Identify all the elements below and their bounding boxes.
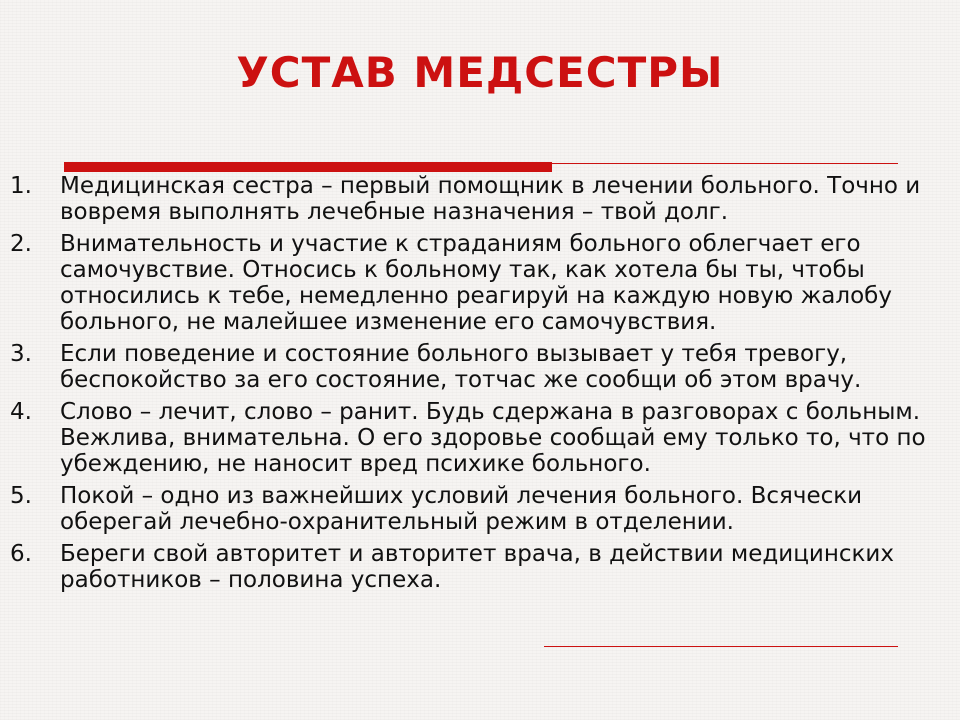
charter-item-2: [10, 231, 950, 335]
item-text: Покой – одно из важнейших условий лечения больного. Всячески оберегай лечебно-охранительный режим в отделении.: [60, 483, 863, 535]
item-number: 4.: [10, 399, 32, 425]
charter-item-6: [10, 541, 950, 593]
charter-list: [10, 173, 950, 599]
item-number: 2.: [10, 231, 32, 257]
title-underline-thin: [552, 163, 898, 164]
title-underline-thick: [64, 162, 552, 172]
bottom-divider: [544, 646, 898, 647]
item-number: 6.: [10, 541, 32, 567]
charter-item-5: [10, 483, 950, 535]
item-text: Внимательность и участие к страданиям больного облегчает его самочувствие. Относись к больному так, как хотела бы ты, чтобы относились к тебе, немедленно реагируй на каждую новую жалобу больного, не малейшее изменение его самочувствия.: [60, 231, 892, 335]
item-text: Медицинская сестра – первый помощник в лечении больного. Точно и вовремя выполнять лечебные назначения – твой долг.: [60, 173, 921, 225]
item-number: 3.: [10, 341, 32, 367]
charter-item-3: [10, 341, 950, 393]
item-text: Если поведение и состояние больного вызывает у тебя тревогу, беспокойство за его состояние, тотчас же сообщи об этом врачу.: [60, 341, 862, 393]
item-number: 1.: [10, 173, 32, 199]
item-number: 5.: [10, 483, 32, 509]
item-text: Слово – лечит, слово – ранит. Будь сдержана в разговорах с больным. Вежлива, внимательна. О его здоровье сообщай ему только то, что по убеждению, не наносит вред психике больного.: [60, 399, 926, 477]
charter-item-1: [10, 173, 950, 225]
item-text: Береги свой авторитет и авторитет врача, в действии медицинских работников – половина успеха.: [60, 541, 894, 593]
slide-title: УСТАВ МЕДСЕСТРЫ: [236, 48, 724, 97]
charter-item-4: [10, 399, 950, 477]
